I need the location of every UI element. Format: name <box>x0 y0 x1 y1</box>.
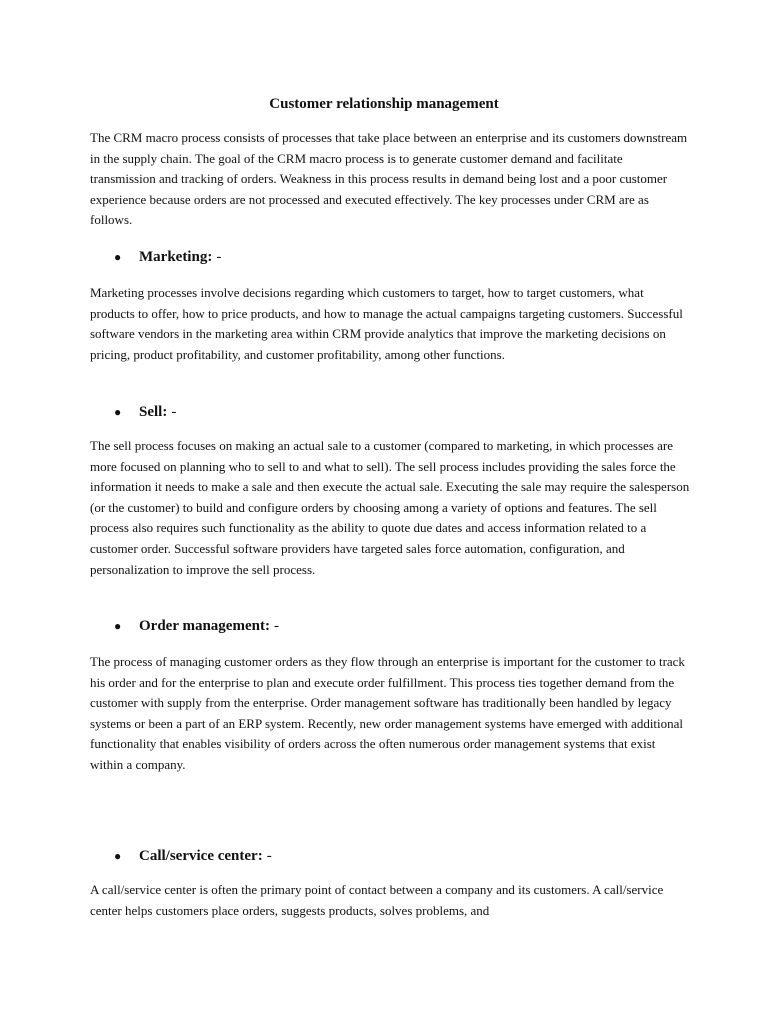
section-body-marketing: Marketing processes involve decisions regarding which customers to target, how to target customers, what products to offer, how to price products, and how to manage the actual campaigns targeting customers. Successful software vendors in the marketing area within CRM provide analytics that improve the marketing decisions on pricing, product profitability, and customer profitability, among other functions. <box>90 285 683 362</box>
bullet-icon: ● <box>114 619 122 633</box>
heading-dash: - <box>266 848 272 864</box>
bullet-icon: ● <box>114 849 122 863</box>
heading-dash: - <box>171 404 177 420</box>
heading-dash: - <box>273 618 279 634</box>
section-heading-marketing <box>114 246 674 268</box>
document-title: Customer relationship management <box>269 96 499 112</box>
bullet-icon: ● <box>114 250 122 264</box>
section-body-sell: The sell process focuses on making an actual sale to a customer (compared to marketing, in which processes are more focused on planning who to sell to and what to sell). The sell process includes providing the sales force the information it needs to make a sale and then execute the actual sale. Executing the sale may require the salesperson (or the customer) to build and configure orders by choosing among a variety of options and features. The sell process also requires such functionality as the ability to quote due dates and access information related to a customer order. Successful software providers have targeted sales force automation, configuration, and personalization to improve the sell process. <box>90 438 690 577</box>
section-heading-label: Call/service center: <box>139 848 263 864</box>
bullet-icon: ● <box>114 405 122 419</box>
section-heading-label: Order management: <box>139 618 270 634</box>
section-heading-label: Sell: <box>139 404 168 420</box>
heading-dash: - <box>216 249 222 265</box>
section-body-order-management: The process of managing customer orders as they flow through an enterprise is important for the customer to track his order and for the enterprise to plan and execute order fulfillment. This process ties together demand from the customer with supply from the enterprise. Order management software has traditionally been handled by legacy systems or been a part of an ERP system. Recently, new order management systems have emerged with additional functionality that enables visibility of orders across the often numerous order management systems that exist within a company. <box>90 654 685 772</box>
intro-paragraph: The CRM macro process consists of processes that take place between an enterprise and its customers downstream in the supply chain. The goal of the CRM macro process is to generate customer demand and facilitate transmission and tracking of orders. Weakness in this process results in demand being lost and a poor customer experience because orders are not processed and executed effectively. The key processes under CRM are as follows. <box>90 130 688 228</box>
section-heading-call-service-center <box>114 845 674 867</box>
section-heading-sell <box>114 401 674 423</box>
section-heading-order-management <box>114 615 674 637</box>
section-body-call-service-center: A call/service center is often the primary point of contact between a company and its customers. A call/service center helps customers place orders, suggests products, solves problems, and <box>90 882 664 918</box>
section-heading-label: Marketing: <box>139 249 213 265</box>
